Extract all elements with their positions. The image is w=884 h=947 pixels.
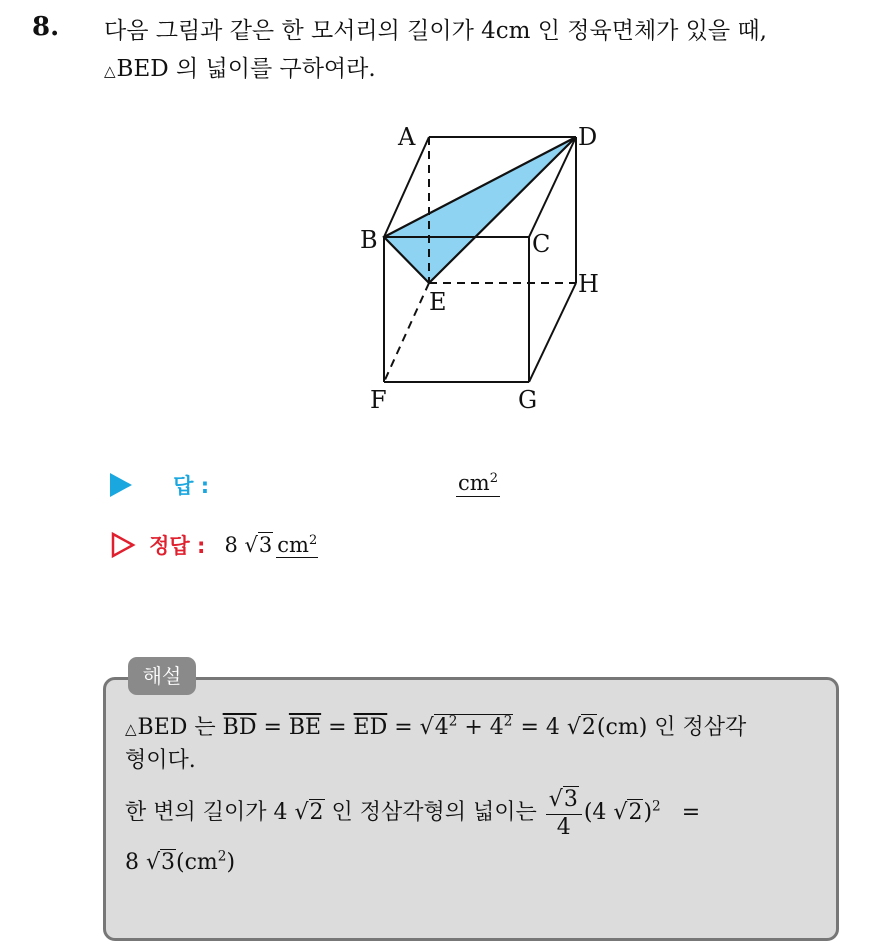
vertex-label-a: A xyxy=(398,123,416,151)
rad1-exp2: 2 xyxy=(503,713,513,730)
correct-answer-row xyxy=(110,530,318,560)
vertex-label-c: C xyxy=(532,230,551,258)
solution-l3-exp: 2 xyxy=(652,798,661,815)
vertex-label-f: F xyxy=(370,386,387,414)
solution-line-2: 형이다. xyxy=(125,748,196,773)
answer-unit: cm xyxy=(458,471,490,495)
solution-l4-coef: 8 xyxy=(125,850,139,875)
rad3-radicand: 2 xyxy=(309,800,324,825)
rad2-radicand: 2 xyxy=(581,715,596,740)
correct-radicand: 3 xyxy=(258,533,273,557)
solution-l4-a: (cm xyxy=(176,850,218,875)
eq-4: = 4 xyxy=(513,715,560,740)
vertex-label-d: D xyxy=(578,123,598,151)
solution-l4-exp: 2 xyxy=(217,848,227,865)
question-line-1: 다음 그림과 같은 한 모서리의 길이가 4cm 인 정육면체가 있을 때, xyxy=(104,18,767,44)
solution-l4-b: ) xyxy=(226,850,236,875)
triangle-symbol: △ xyxy=(104,62,116,80)
answer-unit-exp: 2 xyxy=(489,471,498,486)
rad1-base: 4 xyxy=(434,715,449,740)
radical-3: √2 xyxy=(294,800,324,825)
question-text xyxy=(104,12,874,90)
question-line-2 xyxy=(104,50,874,90)
solution-triangle-symbol: △ xyxy=(125,720,137,738)
question-line-2-text: BED 의 넓이를 구하여라. xyxy=(116,56,376,82)
segment-be: $\overline{BE}$ xyxy=(288,715,322,740)
solution-l3-d: ) xyxy=(643,800,653,825)
frac-den: 4 xyxy=(556,814,571,840)
eq-3: = xyxy=(387,715,420,740)
fraction-sqrt3-over-4: $\frac{√3}{4}$ xyxy=(546,786,582,841)
rad4-radicand: 2 xyxy=(628,800,643,825)
segment-bd: $\overline{BD}$ xyxy=(222,715,257,740)
radical-2: √2 xyxy=(566,715,596,740)
correct-radical: √3 xyxy=(244,533,273,557)
solution-l3-b: 인 정삼각형의 넓이는 xyxy=(324,800,544,825)
solution-l1-tail: (cm) 인 정삼각 xyxy=(596,715,747,740)
correct-unit: cm xyxy=(277,533,309,557)
solution-line-1 xyxy=(125,712,825,745)
correct-answer-label: 정답 : xyxy=(149,534,206,558)
solution-l3-eq: = xyxy=(674,800,701,825)
solution-l3-a: 한 변의 길이가 4 xyxy=(125,800,288,825)
play-filled-icon xyxy=(110,473,132,497)
radical-1: $√4^2 + 4^2$ xyxy=(419,713,513,740)
cube-figure xyxy=(340,110,620,420)
radical-5: √3 xyxy=(146,850,176,875)
correct-unit-exp: 2 xyxy=(308,533,318,548)
rad1-plus: + 4 xyxy=(457,715,504,740)
question-number: 8. xyxy=(32,12,60,42)
answer-row xyxy=(110,470,498,500)
answer-blank[interactable] xyxy=(456,470,500,497)
triangle-bed xyxy=(384,137,576,283)
solution-text xyxy=(125,712,825,879)
eq-1: = xyxy=(256,715,289,740)
segment-ed: $\overline{ED}$ xyxy=(353,715,388,740)
correct-answer-value xyxy=(224,533,318,557)
vertex-label-b: B xyxy=(360,226,378,254)
solution-line-4 xyxy=(125,847,825,879)
frac-num-radicand: 3 xyxy=(563,786,578,812)
rad1-exp: 2 xyxy=(448,713,458,730)
vertex-label-e: E xyxy=(429,288,447,316)
vertex-label-h: H xyxy=(578,270,599,298)
correct-unit-underlined xyxy=(276,533,318,558)
correct-coef: 8 xyxy=(224,533,238,557)
solution-line-3 xyxy=(125,785,825,841)
solution-l3-c: (4 xyxy=(583,800,607,825)
play-outline-icon xyxy=(110,531,136,559)
rad5-radicand: 3 xyxy=(161,850,176,875)
vertex-label-g: G xyxy=(518,386,538,414)
eq-2: = xyxy=(321,715,354,740)
answer-label: 답 : xyxy=(173,474,210,498)
radical-4: √2 xyxy=(613,800,643,825)
solution-l1-a: BED 는 xyxy=(137,715,223,740)
solution-tab: 해설 xyxy=(128,657,196,695)
